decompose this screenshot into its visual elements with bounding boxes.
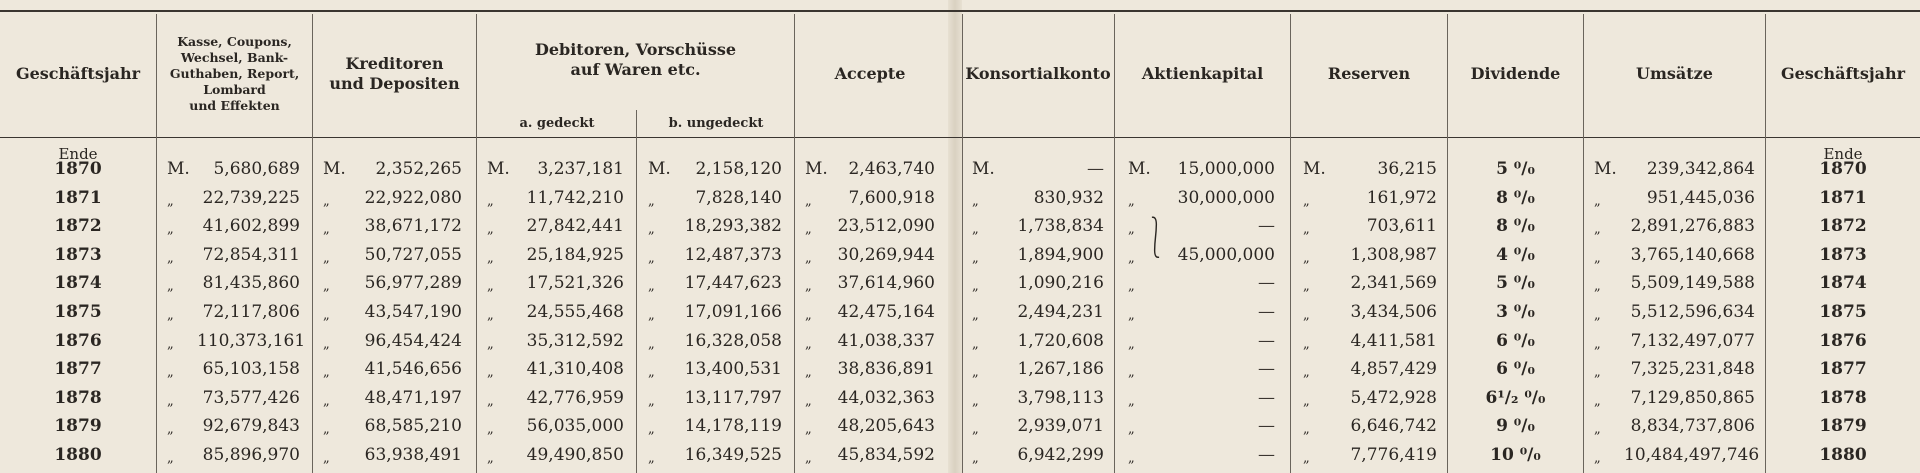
row-currency-mark: M. — [972, 159, 995, 179]
row-value-kasse: 92,679,843 — [202, 416, 300, 437]
row-value-konsort: 2,939,071 — [1017, 416, 1104, 437]
row-currency-mark: „ — [972, 336, 979, 352]
row-value-konsort: 1,090,216 — [1017, 273, 1104, 294]
row-currency-mark: „ — [648, 336, 655, 352]
row-value-accepte: 2,463,740 — [848, 159, 935, 179]
row-value-kasse: 5,680,689 — [213, 159, 300, 179]
row-currency-mark: „ — [972, 193, 979, 209]
row-currency-mark: „ — [1303, 250, 1310, 266]
row-currency-mark: „ — [487, 451, 494, 466]
row-currency-mark: „ — [1303, 279, 1310, 295]
row-currency-mark: „ — [805, 279, 812, 295]
row-currency-mark: „ — [323, 250, 330, 266]
row-currency-mark: „ — [1128, 279, 1135, 295]
header-rule — [0, 137, 1920, 138]
row-currency-mark: M. — [323, 159, 346, 179]
row-value-deb_a: 3,237,181 — [537, 159, 624, 179]
row-year: 1875 — [54, 302, 102, 322]
row-value-umsaetze: 8,834,737,806 — [1630, 416, 1755, 437]
row-year: 1873 — [54, 244, 102, 265]
row-value-kasse: 73,577,426 — [202, 387, 300, 408]
header-debitoren-a: a. gedeckt — [519, 116, 595, 131]
row-value-umsaetze: 239,342,864 — [1646, 159, 1755, 179]
row-currency-mark: „ — [487, 193, 494, 209]
header-reserven: Reserven — [1327, 64, 1411, 83]
row-value-umsaetze: 7,129,850,865 — [1630, 387, 1755, 408]
row-currency-mark: „ — [805, 393, 812, 409]
row-value-kred: 38,671,172 — [364, 216, 462, 237]
row-value-konsort: — — [1087, 159, 1104, 179]
row-currency-mark: „ — [1594, 308, 1601, 323]
row-currency-mark: „ — [972, 365, 979, 381]
row-currency-mark: „ — [167, 279, 174, 295]
row-value-kred: 48,471,197 — [364, 387, 462, 408]
header-debitoren: Debitoren, Vorschüsse auf Waren etc. — [534, 40, 737, 79]
row-dividende: 8 ⁰/₀ — [1496, 187, 1535, 208]
row-currency-mark: „ — [167, 193, 174, 209]
row-value-reserven: 3,434,506 — [1350, 302, 1437, 322]
row-value-deb_b: 17,447,623 — [684, 273, 782, 294]
row-value-kred: 41,546,656 — [364, 359, 462, 380]
row-currency-mark: „ — [805, 365, 812, 381]
row-value-accepte: 37,614,960 — [837, 273, 935, 294]
row-value-deb_a: 41,310,408 — [526, 359, 624, 380]
row-value-accepte: 45,834,592 — [837, 445, 935, 465]
row-currency-mark: „ — [805, 336, 812, 352]
row-currency-mark: „ — [1594, 250, 1601, 266]
row-currency-mark: „ — [167, 451, 174, 466]
row-currency-mark: M. — [1128, 159, 1151, 179]
row-value-reserven: 36,215 — [1377, 159, 1437, 179]
row-currency-mark: „ — [487, 393, 494, 409]
row-currency-mark: „ — [805, 222, 812, 238]
row-value-reserven: 4,857,429 — [1350, 359, 1437, 380]
row-currency-mark: „ — [323, 451, 330, 466]
row-value-reserven: 703,611 — [1366, 216, 1437, 237]
row-value-deb_b: 16,349,525 — [684, 445, 782, 465]
row-currency-mark: „ — [648, 308, 655, 323]
row-value-kasse: 110,373,161 — [197, 330, 306, 351]
row-value-konsort: 830,932 — [1033, 187, 1104, 208]
row-dividende: 6 ⁰/₀ — [1496, 359, 1535, 380]
row-currency-mark: „ — [1594, 193, 1601, 209]
row-currency-mark: „ — [1303, 308, 1310, 323]
book-gutter — [948, 0, 962, 473]
row-value-aktien: 15,000,000 — [1177, 159, 1275, 179]
row-currency-mark: „ — [487, 365, 494, 381]
row-currency-mark: „ — [1128, 250, 1135, 266]
header-kreditoren: Kreditoren und Depositen — [329, 54, 460, 93]
row-dividende: 6 ⁰/₀ — [1496, 330, 1535, 351]
row-dividende: 5 ⁰/₀ — [1496, 159, 1535, 179]
row-currency-mark: M. — [648, 159, 671, 179]
row-year-right: 1870 — [1819, 159, 1867, 179]
row-value-aktien: — — [1258, 302, 1275, 322]
header-umsaetze: Umsätze — [1636, 64, 1713, 83]
row-year-right: 1879 — [1819, 416, 1867, 437]
row-year: 1880 — [54, 445, 102, 465]
row-value-konsort: 3,798,113 — [1017, 387, 1104, 408]
header-accepte: Accepte — [834, 64, 906, 83]
row-value-accepte: 7,600,918 — [848, 187, 935, 208]
row-value-deb_a: 11,742,210 — [526, 187, 624, 208]
row-value-reserven: 2,341,569 — [1350, 273, 1437, 294]
header-year-right: Geschäftsjahr — [1780, 64, 1906, 83]
row-currency-mark: „ — [1128, 193, 1135, 209]
row-value-accepte: 30,269,944 — [837, 244, 935, 265]
ende-label-left: Ende — [58, 145, 98, 163]
row-currency-mark: „ — [1128, 336, 1135, 352]
row-dividende: 4 ⁰/₀ — [1496, 244, 1535, 265]
row-currency-mark: „ — [1128, 308, 1135, 323]
row-currency-mark: „ — [1303, 222, 1310, 238]
row-value-kred: 68,585,210 — [364, 416, 462, 437]
row-value-accepte: 44,032,363 — [837, 387, 935, 408]
row-year: 1879 — [54, 416, 102, 437]
row-value-deb_a: 27,842,441 — [526, 216, 624, 237]
row-value-reserven: 7,776,419 — [1350, 445, 1437, 465]
row-dividende: 8 ⁰/₀ — [1496, 216, 1535, 237]
row-currency-mark: „ — [648, 250, 655, 266]
row-dividende: 5 ⁰/₀ — [1496, 273, 1535, 294]
row-year-right: 1876 — [1819, 330, 1867, 351]
row-currency-mark: „ — [1128, 451, 1135, 466]
row-dividende: 3 ⁰/₀ — [1496, 302, 1535, 322]
row-value-kred: 43,547,190 — [364, 302, 462, 322]
row-year-right: 1874 — [1819, 273, 1867, 294]
row-currency-mark: „ — [487, 222, 494, 238]
header-kasse: Kasse, Coupons, Wechsel, Bank- Guthaben, Report, Lombard und Effekten — [169, 34, 300, 113]
row-value-deb_a: 24,555,468 — [526, 302, 624, 322]
row-value-umsaetze: 10,484,497,746 — [1624, 445, 1760, 465]
row-currency-mark: „ — [323, 393, 330, 409]
row-currency-mark: M. — [1303, 159, 1326, 179]
row-year: 1877 — [54, 359, 102, 380]
row-currency-mark: „ — [648, 193, 655, 209]
aktienkapital-brace: ⎱ — [1146, 215, 1166, 262]
row-value-konsort: 2,494,231 — [1017, 302, 1104, 322]
row-currency-mark: „ — [1594, 336, 1601, 352]
row-currency-mark: „ — [323, 365, 330, 381]
row-value-kasse: 65,103,158 — [202, 359, 300, 380]
row-value-aktien: — — [1258, 359, 1275, 380]
row-dividende: 6¹/₂ ⁰/₀ — [1485, 387, 1546, 408]
row-value-konsort: 1,894,900 — [1017, 244, 1104, 265]
row-currency-mark: „ — [648, 422, 655, 438]
row-currency-mark: „ — [805, 193, 812, 209]
row-value-kred: 50,727,055 — [364, 244, 462, 265]
row-value-deb_a: 56,035,000 — [526, 416, 624, 437]
row-value-deb_a: 35,312,592 — [526, 330, 624, 351]
row-value-kred: 96,454,424 — [364, 330, 462, 351]
row-value-kred: 2,352,265 — [375, 159, 462, 179]
row-currency-mark: „ — [323, 336, 330, 352]
row-currency-mark: M. — [167, 159, 190, 179]
row-currency-mark: „ — [167, 393, 174, 409]
row-value-deb_a: 49,490,850 — [526, 445, 624, 465]
header-debitoren-b: b. ungedeckt — [668, 116, 764, 131]
row-value-konsort: 1,720,608 — [1017, 330, 1104, 351]
row-year-right: 1872 — [1819, 216, 1867, 237]
row-value-accepte: 41,038,337 — [837, 330, 935, 351]
row-value-deb_b: 16,328,058 — [684, 330, 782, 351]
row-currency-mark: „ — [323, 222, 330, 238]
row-value-accepte: 48,205,643 — [837, 416, 935, 437]
row-year: 1871 — [54, 187, 102, 208]
row-currency-mark: „ — [487, 279, 494, 295]
row-year: 1874 — [54, 273, 102, 294]
row-value-umsaetze: 7,132,497,077 — [1630, 330, 1755, 351]
row-value-umsaetze: 3,765,140,668 — [1630, 244, 1755, 265]
row-value-kasse: 22,739,225 — [202, 187, 300, 208]
row-year: 1878 — [54, 387, 102, 408]
row-value-reserven: 6,646,742 — [1350, 416, 1437, 437]
header-aktienkapital: Aktienkapital — [1141, 64, 1264, 83]
header-konsortialkonto: Konsortialkonto — [965, 64, 1111, 83]
row-value-deb_b: 13,400,531 — [684, 359, 782, 380]
row-value-aktien: 45,000,000 — [1177, 244, 1275, 265]
row-dividende: 10 ⁰/₀ — [1490, 445, 1541, 465]
row-value-aktien: — — [1258, 330, 1275, 351]
row-value-deb_b: 2,158,120 — [695, 159, 782, 179]
row-value-kasse: 85,896,970 — [202, 445, 300, 465]
row-currency-mark: „ — [648, 365, 655, 381]
row-currency-mark: „ — [1128, 365, 1135, 381]
row-value-accepte: 23,512,090 — [837, 216, 935, 237]
row-currency-mark: „ — [1594, 393, 1601, 409]
row-value-deb_b: 14,178,119 — [684, 416, 782, 437]
row-currency-mark: „ — [487, 308, 494, 323]
row-currency-mark: M. — [487, 159, 510, 179]
row-value-aktien: — — [1258, 273, 1275, 294]
row-value-accepte: 42,475,164 — [837, 302, 935, 322]
row-value-deb_b: 17,091,166 — [684, 302, 782, 322]
row-currency-mark: „ — [1594, 451, 1601, 466]
row-value-konsort: 1,738,834 — [1017, 216, 1104, 237]
header-year: Geschäftsjahr — [15, 64, 141, 83]
row-currency-mark: „ — [972, 393, 979, 409]
row-currency-mark: „ — [648, 279, 655, 295]
row-value-umsaetze: 5,512,596,634 — [1630, 302, 1755, 322]
row-currency-mark: „ — [1128, 393, 1135, 409]
row-year-right: 1878 — [1819, 387, 1867, 408]
row-currency-mark: „ — [487, 422, 494, 438]
row-value-deb_b: 7,828,140 — [695, 187, 782, 208]
row-currency-mark: „ — [805, 250, 812, 266]
row-currency-mark: „ — [323, 308, 330, 323]
row-currency-mark: „ — [805, 451, 812, 466]
row-currency-mark: „ — [167, 365, 174, 381]
row-year-right: 1880 — [1819, 445, 1867, 465]
row-value-umsaetze: 5,509,149,588 — [1630, 273, 1755, 294]
row-value-umsaetze: 2,891,276,883 — [1630, 216, 1755, 237]
row-value-deb_b: 13,117,797 — [684, 387, 782, 408]
row-currency-mark: „ — [487, 336, 494, 352]
row-currency-mark: „ — [487, 250, 494, 266]
row-currency-mark: „ — [972, 279, 979, 295]
row-value-kred: 22,922,080 — [364, 187, 462, 208]
row-value-reserven: 161,972 — [1366, 187, 1437, 208]
row-currency-mark: „ — [972, 422, 979, 438]
row-currency-mark: „ — [1303, 365, 1310, 381]
row-currency-mark: „ — [1303, 422, 1310, 438]
row-value-kred: 56,977,289 — [364, 273, 462, 294]
row-currency-mark: „ — [1303, 451, 1310, 466]
row-currency-mark: „ — [648, 451, 655, 466]
row-year-right: 1877 — [1819, 359, 1867, 380]
row-value-aktien: — — [1258, 445, 1275, 465]
row-value-accepte: 38,836,891 — [837, 359, 935, 380]
row-value-aktien: — — [1258, 416, 1275, 437]
row-value-umsaetze: 7,325,231,848 — [1630, 359, 1755, 380]
row-dividende: 9 ⁰/₀ — [1496, 416, 1535, 437]
row-value-reserven: 1,308,987 — [1350, 244, 1437, 265]
row-currency-mark: „ — [1128, 222, 1135, 238]
row-currency-mark: „ — [1594, 222, 1601, 238]
row-year-right: 1873 — [1819, 244, 1867, 265]
row-currency-mark: M. — [1594, 159, 1617, 179]
row-currency-mark: „ — [972, 250, 979, 266]
row-value-deb_a: 25,184,925 — [526, 244, 624, 265]
row-value-aktien: — — [1258, 216, 1275, 237]
row-currency-mark: „ — [1128, 422, 1135, 438]
row-year-right: 1875 — [1819, 302, 1867, 322]
row-value-reserven: 5,472,928 — [1350, 387, 1437, 408]
row-value-kred: 63,938,491 — [364, 445, 462, 465]
row-currency-mark: M. — [805, 159, 828, 179]
row-value-kasse: 41,602,899 — [202, 216, 300, 237]
row-value-deb_a: 42,776,959 — [526, 387, 624, 408]
row-currency-mark: „ — [648, 222, 655, 238]
ende-label-right: Ende — [1823, 145, 1863, 163]
row-value-deb_b: 12,487,373 — [684, 244, 782, 265]
row-currency-mark: „ — [323, 422, 330, 438]
row-currency-mark: „ — [1303, 336, 1310, 352]
row-value-kasse: 72,117,806 — [202, 302, 300, 322]
row-currency-mark: „ — [167, 250, 174, 266]
row-currency-mark: „ — [648, 393, 655, 409]
row-currency-mark: „ — [805, 308, 812, 323]
row-year: 1876 — [54, 330, 102, 351]
row-currency-mark: „ — [1594, 279, 1601, 295]
row-currency-mark: „ — [323, 193, 330, 209]
row-currency-mark: „ — [1303, 193, 1310, 209]
row-value-kasse: 81,435,860 — [202, 273, 300, 294]
row-currency-mark: „ — [1594, 422, 1601, 438]
row-currency-mark: „ — [1594, 365, 1601, 381]
row-value-konsort: 6,942,299 — [1017, 445, 1104, 465]
row-currency-mark: „ — [167, 308, 174, 323]
row-currency-mark: „ — [972, 451, 979, 466]
row-currency-mark: „ — [972, 308, 979, 323]
row-currency-mark: „ — [323, 279, 330, 295]
row-currency-mark: „ — [167, 336, 174, 352]
row-year-right: 1871 — [1819, 187, 1867, 208]
row-value-deb_b: 18,293,382 — [684, 216, 782, 237]
row-value-kasse: 72,854,311 — [202, 244, 300, 265]
row-currency-mark: „ — [972, 222, 979, 238]
row-currency-mark: „ — [805, 422, 812, 438]
row-currency-mark: „ — [1303, 393, 1310, 409]
row-currency-mark: „ — [167, 422, 174, 438]
row-value-deb_a: 17,521,326 — [526, 273, 624, 294]
row-value-umsaetze: 951,445,036 — [1646, 187, 1755, 208]
row-year: 1872 — [54, 216, 102, 237]
row-currency-mark: „ — [167, 222, 174, 238]
row-year: 1870 — [54, 159, 102, 179]
row-value-aktien: 30,000,000 — [1177, 187, 1275, 208]
row-value-reserven: 4,411,581 — [1350, 330, 1437, 351]
debitoren-split-line — [636, 110, 637, 473]
header-dividende: Dividende — [1470, 64, 1561, 83]
row-value-aktien: — — [1258, 387, 1275, 408]
row-value-konsort: 1,267,186 — [1017, 359, 1104, 380]
